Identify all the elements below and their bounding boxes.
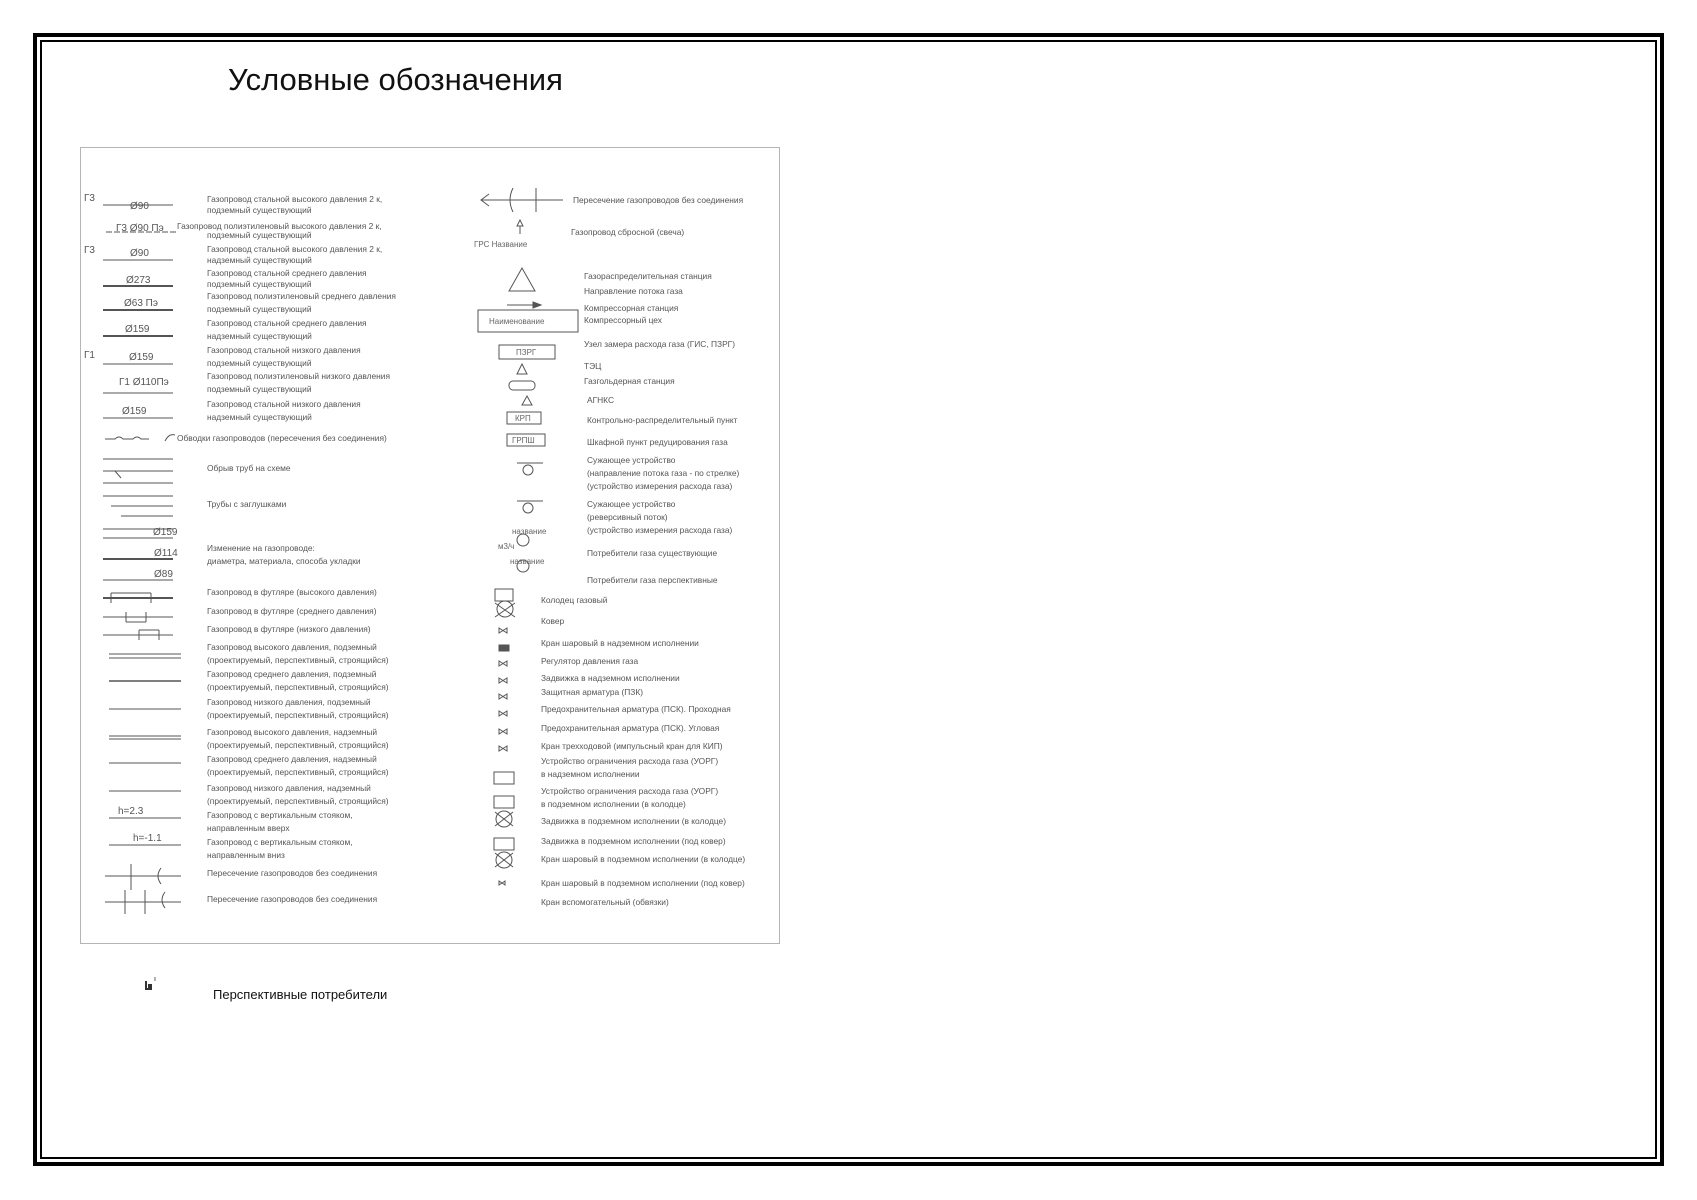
legend-item-text: Газопровод полиэтиленовый среднего давления xyxy=(207,291,396,301)
legend-item-text: подземный существующий xyxy=(207,205,312,215)
height-label: h=2.3 xyxy=(118,806,144,817)
legend-item-text: в надземном исполнении xyxy=(541,769,640,779)
legend-item-text: Пересечение газопроводов без соединения xyxy=(207,868,378,878)
page-title: Условные обозначения xyxy=(228,62,563,97)
legend-item-text: Устройство ограничения расхода газа (УОРГ) xyxy=(541,786,719,796)
legend-item-text: Газораспределительная станция xyxy=(584,271,712,281)
legend-item-text: Контрольно-распределительный пункт xyxy=(587,415,738,425)
diameter-label: Ø159 xyxy=(125,324,150,335)
legend-item-text: АГНКС xyxy=(587,395,615,405)
grpsh-label: ГРПШ xyxy=(512,436,535,445)
legend-item-text: Газопровод высокого давления, надземный xyxy=(207,727,378,737)
legend-item-text: Пересечение газопроводов без соединения xyxy=(207,894,378,904)
legend-item-text: подземный существующий xyxy=(207,358,312,368)
legend-item-text: Газопровод полиэтиленовый высокого давления 2 к, xyxy=(177,221,382,231)
legend-item-text: (устройство измерения расхода газа) xyxy=(587,525,733,535)
legend-item-text: Газопровод высокого давления, подземный xyxy=(207,642,377,652)
legend-item-text: надземный существующий xyxy=(207,412,312,422)
legend-item-text: Газопровод стальной низкого давления xyxy=(207,399,361,409)
consumer-name-label: название xyxy=(512,527,547,536)
diameter-label: Ø89 xyxy=(154,569,173,580)
legend-item-text: Обводки газопроводов (пересечения без соединения) xyxy=(177,433,387,443)
legend-item-text: подземный существующий xyxy=(207,279,312,289)
diameter-label: Ø90 xyxy=(130,201,149,212)
legend-item-text: Газгольдерная станция xyxy=(584,376,675,386)
code-g1: Г1 xyxy=(84,350,95,361)
legend-item-text: Газопровод с вертикальным стояком, xyxy=(207,837,353,847)
legend-item-text: Газопровод в футляре (низкого давления) xyxy=(207,624,371,634)
legend-item-text: надземный существующий xyxy=(207,331,312,341)
legend-item-text: Кран трехходовой (импульсный кран для КИП) xyxy=(541,741,723,751)
legend-item-text: Предохранительная арматура (ПСК). Угловая xyxy=(541,723,720,733)
legend-item-text: Компрессорный цех xyxy=(584,315,662,325)
legend-item-text: направленным вниз xyxy=(207,850,285,860)
diameter-label: Ø114 xyxy=(154,548,178,559)
legend-item-text: подземный существующий xyxy=(207,230,312,240)
legend-item-text: диаметра, материала, способа укладки xyxy=(207,556,361,566)
legend-item-text: Газопровод с вертикальным стояком, xyxy=(207,810,353,820)
legend-item-text: направленным вверх xyxy=(207,823,290,833)
legend-item-text: Сужающее устройство xyxy=(587,499,676,509)
legend-item-text: ТЭЦ xyxy=(584,361,602,371)
legend-item-text: Обрыв труб на схеме xyxy=(207,463,291,473)
legend-item-text: надземный существующий xyxy=(207,255,312,265)
diameter-label: Ø159 xyxy=(153,527,178,538)
code-g3: Г3 xyxy=(84,193,95,204)
legend-item-text: Газопровод стальной среднего давления xyxy=(207,318,367,328)
grs-label: ГРС Название xyxy=(474,240,528,249)
future-consumer-name-label: название xyxy=(510,557,545,566)
legend-item-text: Узел замера расхода газа (ГИС, ПЗРГ) xyxy=(584,339,735,349)
legend-item-text: (проектируемый, перспективный, строящийся) xyxy=(207,740,389,750)
legend-item-text: (проектируемый, перспективный, строящийся) xyxy=(207,682,389,692)
legend-item-text: подземный существующий xyxy=(207,304,312,314)
perspective-consumers-label: Перспективные потребители xyxy=(213,987,388,1002)
height-label: h=-1.1 xyxy=(133,833,162,844)
legend-item-text: Потребители газа перспективные xyxy=(587,575,718,585)
legend-item-text: Сужающее устройство xyxy=(587,455,676,465)
legend-item-text: Потребители газа существующие xyxy=(587,548,718,558)
legend-item-text: в подземном исполнении (в колодце) xyxy=(541,799,686,809)
diameter-label: Г3 Ø90 Пэ xyxy=(116,223,164,234)
legend-item-text: (устройство измерения расхода газа) xyxy=(587,481,733,491)
legend-item-text: Колодец газовый xyxy=(541,595,608,605)
legend-item-text: Газопровод среднего давления, подземный xyxy=(207,669,377,679)
legend-item-text: Шкафной пункт редуцирования газа xyxy=(587,437,728,447)
legend-item-text: Компрессорная станция xyxy=(584,303,679,313)
legend-item-text: Газопровод стальной высокого давления 2 к, xyxy=(207,244,383,254)
legend-item-text: Газопровод стальной среднего давления xyxy=(207,268,367,278)
m3h-label: м3/ч xyxy=(498,542,515,551)
diameter-label: Г1 Ø110Пэ xyxy=(119,377,169,388)
legend-item-text: Изменение на газопроводе: xyxy=(207,543,315,553)
krp-label: КРП xyxy=(515,414,531,423)
legend-item-text: Задвижка в надземном исполнении xyxy=(541,673,680,683)
legend-item-text: (реверсивный поток) xyxy=(587,512,668,522)
legend-item-text: Ковер xyxy=(541,616,565,626)
legend-item-text: Газопровод в футляре (среднего давления) xyxy=(207,606,377,616)
legend-item-text: Газопровод полиэтиленовый низкого давления xyxy=(207,371,390,381)
diameter-label: Ø159 xyxy=(129,352,154,363)
legend-item-text: Пересечение газопроводов без соединения xyxy=(573,195,744,205)
legend-item-text: Газопровод среднего давления, надземный xyxy=(207,754,377,764)
compressor-name-label: Наименование xyxy=(489,317,545,326)
legend-item-text: Газопровод низкого давления, надземный xyxy=(207,783,371,793)
diameter-label: Ø90 xyxy=(130,248,149,259)
diameter-label: Ø63 Пэ xyxy=(124,298,158,309)
legend-item-text: (проектируемый, перспективный, строящийся) xyxy=(207,710,389,720)
diameter-label: Ø273 xyxy=(126,275,151,286)
legend-item-text: Газопровод стальной высокого давления 2 к, xyxy=(207,194,383,204)
legend-item-text: Газопровод стальной низкого давления xyxy=(207,345,361,355)
perspective-consumer-icon xyxy=(143,975,161,995)
legend-item-text: Газопровод в футляре (высокого давления) xyxy=(207,587,377,597)
legend-item-text: Задвижка в подземном исполнении (в колодце) xyxy=(541,816,727,826)
legend-item-text: Газопровод сбросной (свеча) xyxy=(571,227,685,237)
legend-item-text: (направление потока газа - по стрелке) xyxy=(587,468,740,478)
legend-item-text: Кран шаровый в подземном исполнении (в колодце) xyxy=(541,854,746,864)
legend-item-text: Направление потока газа xyxy=(584,286,683,296)
legend-item-text: Газопровод низкого давления, подземный xyxy=(207,697,371,707)
legend-item-text: Кран вспомогательный (обвязки) xyxy=(541,897,669,907)
legend-item-text: Устройство ограничения расхода газа (УОРГ) xyxy=(541,756,719,766)
legend-item-text: Кран шаровый в подземном исполнении (под ковер) xyxy=(541,878,745,888)
diameter-label: Ø159 xyxy=(122,406,147,417)
legend-item-text: Задвижка в подземном исполнении (под ковер) xyxy=(541,836,726,846)
legend-item-text: (проектируемый, перспективный, строящийся) xyxy=(207,767,389,777)
legend-item-text: Защитная арматура (ПЗК) xyxy=(541,687,644,697)
legend-item-text: подземный существующий xyxy=(207,384,312,394)
legend-item-text: (проектируемый, перспективный, строящийся) xyxy=(207,796,389,806)
legend-item-text: Предохранительная арматура (ПСК). Проходная xyxy=(541,704,731,714)
legend-panel xyxy=(80,147,780,944)
legend-item-text: (проектируемый, перспективный, строящийся) xyxy=(207,655,389,665)
code-g3: Г3 xyxy=(84,245,95,256)
legend-item-text: Кран шаровый в надземном исполнении xyxy=(541,638,699,648)
pzrg-label: ПЗРГ xyxy=(516,348,537,357)
legend-item-text: Трубы с заглушками xyxy=(207,499,287,509)
legend-item-text: Регулятор давления газа xyxy=(541,656,639,666)
